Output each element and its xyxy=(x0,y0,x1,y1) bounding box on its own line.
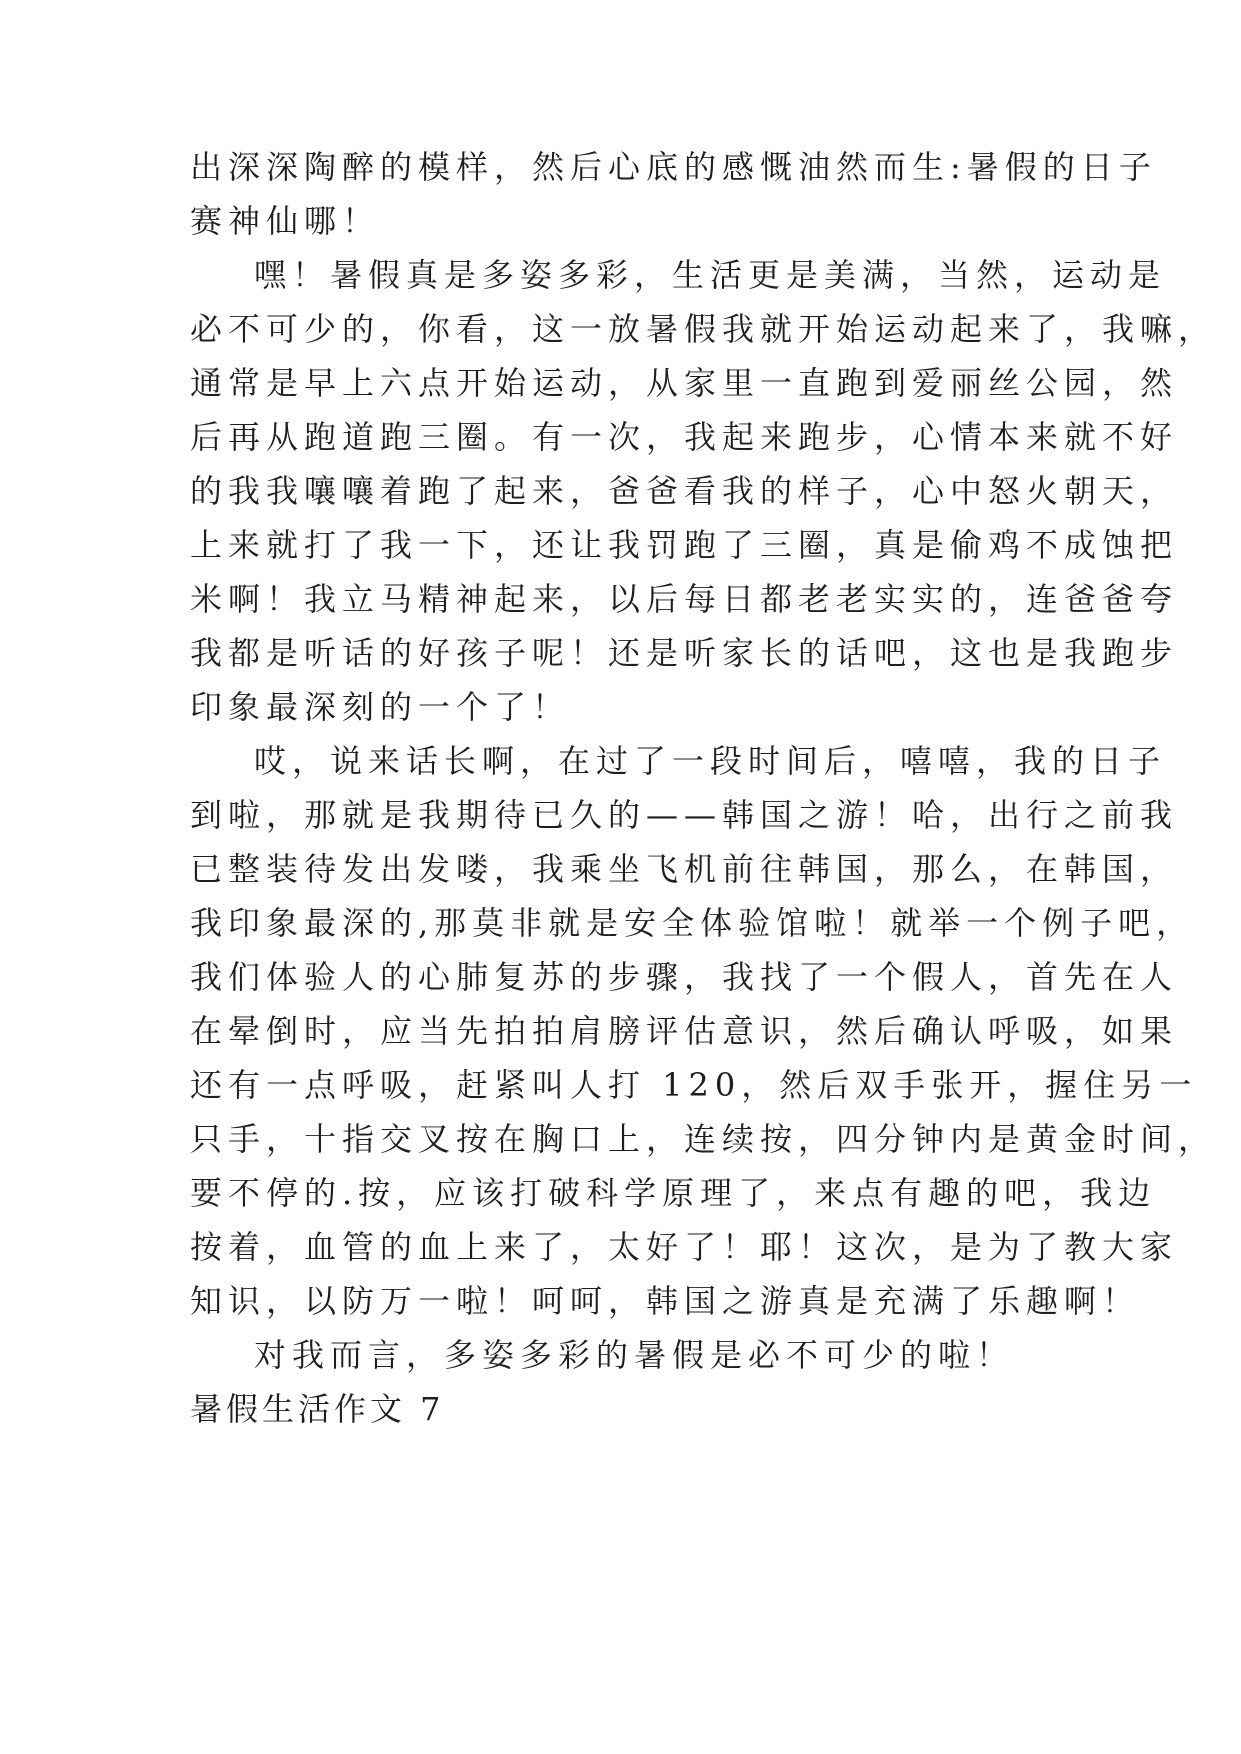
text-line: 我印象最深的,那莫非就是安全体验馆啦！就举一个例子吧， xyxy=(190,904,1195,942)
text-line: 赛神仙哪！ xyxy=(190,202,381,240)
text-line: 只手，十指交叉按在胸口上，连续按，四分钟内是黄金时间， xyxy=(190,1120,1217,1158)
paragraph-start-line: 对我而言，多姿多彩的暑假是必不可少的啦！ xyxy=(254,1336,1015,1374)
text-line: 通常是早上六点开始运动，从家里一直跑到爱丽丝公园，然 xyxy=(190,364,1179,402)
paragraph-start-line: 哎，说来话长啊，在过了一段时间后，嘻嘻，我的日子 xyxy=(254,742,1167,780)
text-line: 知识，以防万一啦！呵呵，韩国之游真是充满了乐趣啊！ xyxy=(190,1282,1141,1320)
text-line: 的我我嚷嚷着跑了起来，爸爸看我的样子，心中怒火朝天， xyxy=(190,472,1179,510)
text-line: 印象最深刻的一个了！ xyxy=(190,688,571,726)
text-line: 按着，血管的血上来了，太好了！耶！这次，是为了教大家 xyxy=(190,1228,1179,1266)
paragraph-start-line: 嘿！暑假真是多姿多彩，生活更是美满，当然，运动是 xyxy=(254,256,1167,294)
text-line: 出深深陶醉的模样，然后心底的感慨油然而生:暑假的日子 xyxy=(190,148,1157,186)
text-line: 我都是听话的好孩子呢！还是听家长的话吧，这也是我跑步 xyxy=(190,634,1179,672)
text-line: 后再从跑道跑三圈。有一次，我起来跑步，心情本来就不好 xyxy=(190,418,1179,456)
text-line: 上来就打了我一下，还让我罚跑了三圈，真是偷鸡不成蚀把 xyxy=(190,526,1179,564)
text-line: 到啦，那就是我期待已久的——韩国之游！哈，出行之前我 xyxy=(190,796,1179,834)
section-heading: 暑假生活作文 7 xyxy=(190,1390,445,1428)
text-line: 必不可少的，你看，这一放暑假我就开始运动起来了，我嘛， xyxy=(190,310,1217,348)
text-line: 在晕倒时，应当先拍拍肩膀评估意识，然后确认呼吸，如果 xyxy=(190,1012,1179,1050)
text-line: 我们体验人的心肺复苏的步骤，我找了一个假人，首先在人 xyxy=(190,958,1179,996)
text-line: 要不停的.按，应该打破科学原理了，来点有趣的吧，我边 xyxy=(190,1174,1157,1212)
text-line: 还有一点呼吸，赶紧叫人打 120，然后双手张开，握住另一 xyxy=(190,1066,1198,1104)
text-line: 米啊！我立马精神起来，以后每日都老老实实的，连爸爸夸 xyxy=(190,580,1179,618)
text-line: 已整装待发出发喽，我乘坐飞机前往韩国，那么，在韩国， xyxy=(190,850,1179,888)
